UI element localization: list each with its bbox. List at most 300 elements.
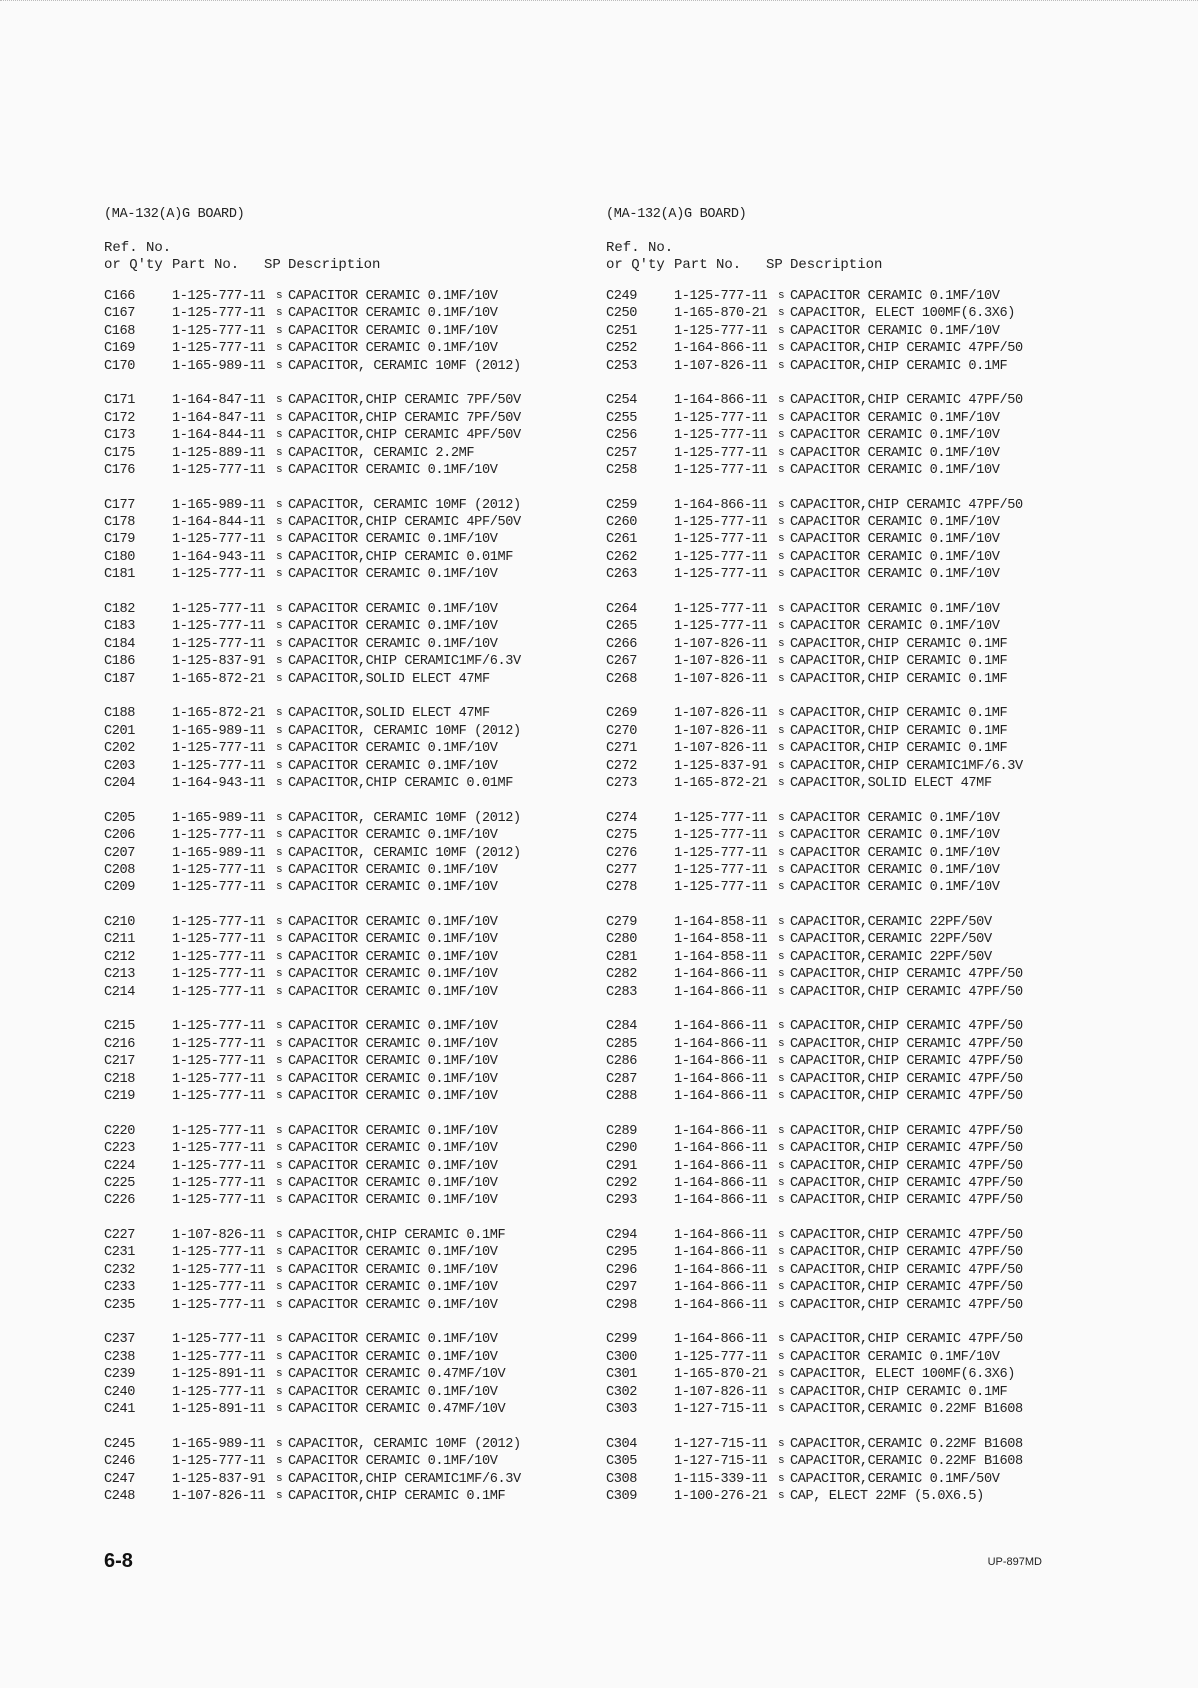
sp-mark: s — [276, 1472, 283, 1485]
part-description: CAPACITOR CERAMIC 0.1MF/10V — [288, 949, 498, 965]
sp-mark: s — [276, 1072, 283, 1085]
sp-mark: s — [778, 324, 785, 337]
part-description: CAPACITOR CERAMIC 0.1MF/10V — [288, 932, 498, 948]
sp-mark: s — [276, 1455, 283, 1468]
part-description: CAPACITOR CERAMIC 0.1MF/10V — [288, 1071, 498, 1087]
ref-number: C288 — [606, 1088, 638, 1104]
sp-mark: s — [276, 1194, 283, 1207]
sp-mark: s — [276, 1333, 283, 1346]
page-number: 6-8 — [104, 1550, 133, 1572]
part-number: 1-125-777-11 — [674, 549, 768, 565]
part-number: 1-125-777-11 — [674, 323, 768, 339]
part-row — [104, 1401, 574, 1418]
part-description: CAPACITOR,CHIP CERAMIC 0.1MF — [790, 706, 1008, 722]
part-description: CAPACITOR,CERAMIC 0.22MF B1608 — [790, 1454, 1023, 1470]
part-description: CAPACITOR CERAMIC 0.1MF/10V — [288, 1297, 498, 1313]
ref-number: C287 — [606, 1071, 638, 1087]
group-spacer — [606, 897, 1076, 914]
ref-number: C295 — [606, 1245, 638, 1261]
part-number: 1-125-777-11 — [172, 967, 266, 983]
group-spacer — [606, 1314, 1076, 1331]
part-number: 1-164-844-11 — [172, 515, 266, 531]
part-number: 1-164-866-11 — [674, 341, 768, 357]
sp-mark: s — [778, 1298, 785, 1311]
part-row — [104, 1262, 574, 1279]
group-spacer — [104, 1105, 574, 1122]
part-row — [606, 1244, 1076, 1261]
part-description: CAPACITOR,CHIP CERAMIC 7PF/50V — [288, 410, 521, 426]
ref-number: C266 — [606, 636, 638, 652]
sp-mark: s — [276, 1489, 283, 1502]
ref-number: C187 — [104, 671, 136, 687]
sp-mark: s — [276, 1159, 283, 1172]
part-row — [104, 1453, 574, 1470]
part-description: CAPACITOR CERAMIC 0.1MF/10V — [288, 1384, 498, 1400]
sp-mark: s — [778, 1403, 785, 1415]
part-number: 1-125-777-11 — [172, 1175, 266, 1191]
part-description: CAPACITOR, CERAMIC 2.2MF — [288, 445, 475, 461]
group-spacer — [606, 1418, 1076, 1435]
sp-mark: s — [276, 550, 283, 563]
sp-mark: s — [778, 394, 785, 407]
sp-mark: s — [778, 1246, 785, 1259]
part-description: CAPACITOR, CERAMIC 10MF (2012) — [288, 1436, 521, 1452]
sp-mark: s — [778, 498, 785, 511]
part-description: CAPACITOR CERAMIC 0.1MF/10V — [288, 619, 498, 635]
part-row — [606, 288, 1076, 305]
ref-number: C186 — [104, 654, 136, 670]
part-number: 1-125-777-11 — [172, 1349, 266, 1365]
sp-mark: s — [276, 1437, 283, 1450]
ref-number: C246 — [104, 1454, 136, 1470]
part-number: 1-127-715-11 — [674, 1402, 768, 1417]
sp-mark: s — [778, 776, 785, 789]
ref-number: C280 — [606, 932, 638, 948]
group-spacer — [104, 584, 574, 601]
part-number: 1-125-777-11 — [172, 1332, 266, 1348]
ref-number: C205 — [104, 810, 136, 826]
part-number: 1-164-866-11 — [674, 1123, 768, 1139]
part-description: CAPACITOR CERAMIC 0.1MF/10V — [790, 515, 1000, 531]
ref-number: C301 — [606, 1367, 638, 1383]
part-number: 1-125-777-11 — [674, 845, 768, 861]
part-row — [606, 410, 1076, 427]
part-row — [606, 1088, 1076, 1105]
ref-number: C210 — [104, 915, 136, 931]
part-row — [606, 775, 1076, 792]
part-number: 1-107-826-11 — [674, 654, 768, 670]
group-spacer — [606, 688, 1076, 705]
ref-number: C277 — [606, 862, 638, 878]
sp-mark: s — [276, 324, 283, 337]
sp-mark: s — [778, 846, 785, 859]
part-description: CAPACITOR CERAMIC 0.1MF/10V — [288, 323, 498, 339]
part-number: 1-165-989-11 — [172, 1436, 266, 1452]
part-number: 1-100-276-21 — [674, 1488, 768, 1504]
ref-number: C264 — [606, 602, 638, 618]
part-number: 1-164-866-11 — [674, 1088, 768, 1104]
sp-mark: s — [778, 342, 785, 355]
ref-number: C177 — [104, 497, 136, 513]
sp-mark: s — [778, 1489, 785, 1502]
ref-number: C214 — [104, 984, 136, 1000]
sp-mark: s — [778, 1472, 785, 1485]
ref-number: C278 — [606, 880, 638, 896]
part-row — [104, 827, 574, 844]
part-description: CAPACITOR,CHIP CERAMIC 47PF/50 — [790, 967, 1023, 983]
part-row — [104, 723, 574, 740]
part-description: CAPACITOR,CHIP CERAMIC 47PF/50 — [790, 1088, 1023, 1104]
part-number: 1-125-777-11 — [172, 880, 266, 896]
ref-number: C208 — [104, 862, 136, 878]
part-number: 1-165-870-21 — [674, 1367, 768, 1383]
ref-number: C212 — [104, 949, 136, 965]
group-spacer — [104, 897, 574, 914]
part-row — [606, 758, 1076, 775]
sp-mark: s — [276, 1263, 283, 1276]
group-spacer — [104, 1210, 574, 1227]
ref-number: C252 — [606, 341, 638, 357]
part-row — [606, 445, 1076, 462]
sp-mark: s — [276, 863, 283, 876]
part-number: 1-164-943-11 — [172, 775, 266, 791]
part-description: CAPACITOR,CHIP CERAMIC 47PF/50 — [790, 1158, 1023, 1174]
part-row — [104, 671, 574, 688]
sp-mark: s — [276, 620, 283, 633]
part-description: CAPACITOR, ELECT 100MF(6.3X6) — [790, 306, 1015, 322]
part-description: CAPACITOR,CHIP CERAMIC 47PF/50 — [790, 393, 1023, 409]
part-row — [104, 531, 574, 548]
part-description: CAPACITOR,CHIP CERAMIC 47PF/50 — [790, 984, 1023, 1000]
part-number: 1-125-777-11 — [172, 741, 266, 757]
sp-mark: s — [778, 1229, 785, 1242]
part-description: CAPACITOR CERAMIC 0.1MF/10V — [790, 428, 1000, 444]
sp-mark: s — [778, 1142, 785, 1155]
part-number: 1-164-866-11 — [674, 393, 768, 409]
qty-header: or Q'ty — [104, 257, 163, 273]
part-number: 1-125-777-11 — [172, 462, 266, 478]
sp-mark: s — [778, 411, 785, 424]
part-row — [104, 1053, 574, 1070]
part-number: 1-125-777-11 — [172, 532, 266, 548]
part-number: 1-125-891-11 — [172, 1402, 266, 1417]
sp-mark: s — [276, 411, 283, 424]
column-header — [606, 240, 1076, 288]
sp-mark: s — [276, 1142, 283, 1155]
part-description: CAPACITOR,SOLID ELECT 47MF — [790, 775, 992, 791]
part-row — [606, 1140, 1076, 1157]
group-spacer — [104, 1418, 574, 1435]
part-row — [606, 1436, 1076, 1453]
part-row — [104, 1227, 574, 1244]
sp-mark: s — [276, 707, 283, 720]
part-number: 1-164-866-11 — [674, 1245, 768, 1261]
part-row — [104, 740, 574, 757]
part-description: CAPACITOR,CHIP CERAMIC 47PF/50 — [790, 1071, 1023, 1087]
sp-mark: s — [778, 1263, 785, 1276]
sp-mark: s — [276, 933, 283, 946]
sp-mark: s — [778, 672, 785, 685]
part-row — [104, 1018, 574, 1035]
part-row — [606, 531, 1076, 548]
ref-number: C265 — [606, 619, 638, 635]
part-number: 1-107-826-11 — [674, 706, 768, 722]
part-number: 1-125-837-91 — [674, 758, 768, 774]
sp-mark: s — [276, 968, 283, 981]
group-spacer — [104, 479, 574, 496]
part-number: 1-164-858-11 — [674, 932, 768, 948]
part-number: 1-164-866-11 — [674, 1193, 768, 1209]
part-description: CAPACITOR,CHIP CERAMIC 47PF/50 — [790, 1262, 1023, 1278]
part-row — [606, 879, 1076, 896]
part-description: CAPACITOR CERAMIC 0.47MF/10V — [288, 1367, 506, 1383]
sp-mark: s — [276, 724, 283, 737]
ref-header: Ref. No. — [606, 240, 674, 256]
ref-number: C303 — [606, 1402, 638, 1417]
part-row — [606, 1053, 1076, 1070]
part-description: CAPACITOR CERAMIC 0.1MF/10V — [790, 619, 1000, 635]
part-description: CAPACITOR,CHIP CERAMIC 0.01MF — [288, 775, 513, 791]
part-description: CAPACITOR,CHIP CERAMIC 47PF/50 — [790, 1019, 1023, 1035]
part-number: 1-164-858-11 — [674, 949, 768, 965]
ref-number: C203 — [104, 758, 136, 774]
sp-mark: s — [778, 1124, 785, 1137]
part-number: 1-125-777-11 — [674, 1349, 768, 1365]
part-number: 1-164-866-11 — [674, 984, 768, 1000]
part-description: CAPACITOR,CHIP CERAMIC 0.1MF — [288, 1228, 506, 1244]
sp-mark: s — [276, 985, 283, 998]
part-description: CAPACITOR,CERAMIC 22PF/50V — [790, 932, 992, 948]
part-number: 1-164-866-11 — [674, 1054, 768, 1070]
part-number: 1-165-872-21 — [172, 706, 266, 722]
part-number: 1-125-777-11 — [172, 862, 266, 878]
part-number: 1-125-777-11 — [172, 1054, 266, 1070]
part-description: CAPACITOR CERAMIC 0.1MF/10V — [288, 828, 498, 844]
part-number: 1-107-826-11 — [172, 1488, 266, 1504]
ref-number: C285 — [606, 1036, 638, 1052]
ref-number: C224 — [104, 1158, 136, 1174]
sp-mark: s — [276, 759, 283, 772]
part-number: 1-125-777-11 — [172, 323, 266, 339]
part-number: 1-125-777-11 — [172, 932, 266, 948]
part-row — [606, 1331, 1076, 1348]
part-number: 1-127-715-11 — [674, 1436, 768, 1452]
ref-number: C215 — [104, 1019, 136, 1035]
part-row — [606, 827, 1076, 844]
part-row — [606, 740, 1076, 757]
part-row — [606, 1279, 1076, 1296]
part-row — [104, 549, 574, 566]
part-description: CAPACITOR CERAMIC 0.47MF/10V — [288, 1402, 506, 1417]
part-description: CAPACITOR CERAMIC 0.1MF/10V — [288, 462, 498, 478]
part-number: 1-125-777-11 — [172, 1384, 266, 1400]
ref-number: C291 — [606, 1158, 638, 1174]
part-description: CAPACITOR CERAMIC 0.1MF/10V — [288, 1280, 498, 1296]
part-description: CAPACITOR,CHIP CERAMIC 47PF/50 — [790, 1297, 1023, 1313]
ref-number: C257 — [606, 445, 638, 461]
part-row — [104, 514, 574, 531]
part-number: 1-125-777-11 — [172, 1454, 266, 1470]
part-number: 1-125-777-11 — [172, 289, 266, 304]
part-number: 1-125-777-11 — [674, 567, 768, 583]
part-description: CAPACITOR CERAMIC 0.1MF/10V — [790, 810, 1000, 826]
part-description: CAPACITOR CERAMIC 0.1MF/10V — [288, 1123, 498, 1139]
part-description: CAPACITOR CERAMIC 0.1MF/10V — [288, 1019, 498, 1035]
sp-mark: s — [276, 394, 283, 407]
sp-mark: s — [276, 1089, 283, 1102]
sp-mark: s — [778, 829, 785, 842]
ref-number: C256 — [606, 428, 638, 444]
group-spacer — [606, 479, 1076, 496]
ref-number: C204 — [104, 775, 136, 791]
ref-number: C305 — [606, 1454, 638, 1470]
part-description: CAPACITOR CERAMIC 0.1MF/10V — [790, 602, 1000, 618]
part-row — [606, 427, 1076, 444]
part-description: CAPACITOR,CHIP CERAMIC 47PF/50 — [790, 1141, 1023, 1157]
part-number: 1-165-872-21 — [172, 671, 266, 687]
part-description: CAPACITOR,CERAMIC 22PF/50V — [790, 949, 992, 965]
part-row — [606, 549, 1076, 566]
description-header: Description — [790, 257, 883, 273]
part-description: CAPACITOR CERAMIC 0.1MF/10V — [288, 636, 498, 652]
part-row — [606, 323, 1076, 340]
part-row — [104, 445, 574, 462]
part-number: 1-125-777-11 — [172, 341, 266, 357]
sp-mark: s — [276, 1350, 283, 1363]
sp-mark: s — [778, 933, 785, 946]
part-description: CAPACITOR,CHIP CERAMIC 47PF/50 — [790, 1332, 1023, 1348]
sp-mark: s — [276, 533, 283, 546]
sp-mark: s — [276, 916, 283, 929]
part-number: 1-125-777-11 — [172, 636, 266, 652]
ref-number: C309 — [606, 1488, 638, 1504]
sp-mark: s — [778, 1455, 785, 1468]
part-description: CAPACITOR,SOLID ELECT 47MF — [288, 706, 490, 722]
part-row — [606, 653, 1076, 670]
part-row — [104, 1123, 574, 1140]
part-row — [104, 931, 574, 948]
part-number: 1-107-826-11 — [172, 1228, 266, 1244]
part-description: CAPACITOR,CERAMIC 0.22MF B1608 — [790, 1436, 1023, 1452]
sp-mark: s — [276, 776, 283, 789]
part-row — [104, 1192, 574, 1209]
sp-mark: s — [276, 1176, 283, 1189]
ref-number: C231 — [104, 1245, 136, 1261]
ref-number: C294 — [606, 1228, 638, 1244]
part-row — [104, 879, 574, 896]
ref-number: C175 — [104, 445, 136, 461]
part-description: CAPACITOR CERAMIC 0.1MF/10V — [790, 1349, 1000, 1365]
part-number: 1-164-866-11 — [674, 1036, 768, 1052]
part-number: 1-165-870-21 — [674, 306, 768, 322]
part-row — [104, 1436, 574, 1453]
part-number: 1-107-826-11 — [674, 741, 768, 757]
part-row — [104, 845, 574, 862]
scan-top-edge — [0, 0, 1198, 7]
part-row — [606, 1018, 1076, 1035]
part-description: CAPACITOR,CHIP CERAMIC 4PF/50V — [288, 515, 521, 531]
ref-number: C240 — [104, 1384, 136, 1400]
sp-mark: s — [276, 1281, 283, 1294]
part-row — [104, 636, 574, 653]
part-description: CAPACITOR CERAMIC 0.1MF/10V — [288, 1349, 498, 1365]
part-description: CAPACITOR CERAMIC 0.1MF/10V — [790, 567, 1000, 583]
ref-number: C170 — [104, 358, 136, 374]
ref-number: C245 — [104, 1436, 136, 1452]
part-description: CAPACITOR CERAMIC 0.1MF/10V — [288, 306, 498, 322]
ref-number: C184 — [104, 636, 136, 652]
ref-number: C180 — [104, 549, 136, 565]
sp-mark: s — [778, 1176, 785, 1189]
ref-number: C261 — [606, 532, 638, 548]
part-number: 1-107-826-11 — [674, 723, 768, 739]
part-number: 1-125-777-11 — [172, 1262, 266, 1278]
part-row — [104, 758, 574, 775]
part-row — [104, 966, 574, 983]
part-number: 1-164-866-11 — [674, 1262, 768, 1278]
ref-number: C286 — [606, 1054, 638, 1070]
part-description: CAPACITOR,CHIP CERAMIC 47PF/50 — [790, 1175, 1023, 1191]
ref-number: C272 — [606, 758, 638, 774]
part-description: CAPACITOR CERAMIC 0.1MF/10V — [288, 915, 498, 931]
part-row — [606, 862, 1076, 879]
part-row — [104, 1088, 574, 1105]
part-number: 1-125-891-11 — [172, 1367, 266, 1383]
part-number: 1-125-777-11 — [172, 1193, 266, 1209]
part-row — [606, 566, 1076, 583]
part-row — [606, 966, 1076, 983]
group-spacer — [606, 792, 1076, 809]
part-row — [606, 1123, 1076, 1140]
part-description: CAPACITOR,CERAMIC 0.22MF B1608 — [790, 1402, 1023, 1417]
ref-header: Ref. No. — [104, 240, 172, 256]
ref-number: C216 — [104, 1036, 136, 1052]
part-row — [606, 1366, 1076, 1383]
ref-number: C166 — [104, 289, 136, 304]
sp-mark: s — [276, 307, 283, 320]
part-row — [104, 566, 574, 583]
ref-number: C269 — [606, 706, 638, 722]
part-description: CAPACITOR, CERAMIC 10MF (2012) — [288, 497, 521, 513]
sp-mark: s — [778, 463, 785, 476]
sp-mark: s — [276, 846, 283, 859]
sp-mark: s — [276, 1229, 283, 1242]
part-description: CAPACITOR,CHIP CERAMIC 47PF/50 — [790, 1054, 1023, 1070]
ref-number: C293 — [606, 1193, 638, 1209]
part-description: CAPACITOR,CERAMIC 0.1MF/50V — [790, 1471, 1000, 1487]
part-row — [104, 410, 574, 427]
part-number: 1-164-866-11 — [674, 1071, 768, 1087]
part-number: 1-125-777-11 — [674, 810, 768, 826]
part-description: CAPACITOR CERAMIC 0.1MF/10V — [790, 880, 1000, 896]
part-number: 1-125-837-91 — [172, 1471, 266, 1487]
part-row — [104, 1036, 574, 1053]
part-description: CAPACITOR CERAMIC 0.1MF/10V — [288, 1175, 498, 1191]
ref-number: C179 — [104, 532, 136, 548]
ref-number: C249 — [606, 289, 638, 304]
sp-mark: s — [778, 516, 785, 529]
part-number: 1-165-989-11 — [172, 723, 266, 739]
part-number: 1-125-777-11 — [674, 445, 768, 461]
sp-mark: s — [778, 724, 785, 737]
part-number: 1-164-866-11 — [674, 1019, 768, 1035]
ref-number: C268 — [606, 671, 638, 687]
part-row — [104, 810, 574, 827]
part-description: CAPACITOR CERAMIC 0.1MF/10V — [288, 1332, 498, 1348]
part-number: 1-164-844-11 — [172, 428, 266, 444]
part-number: 1-164-943-11 — [172, 549, 266, 565]
part-row — [104, 1349, 574, 1366]
